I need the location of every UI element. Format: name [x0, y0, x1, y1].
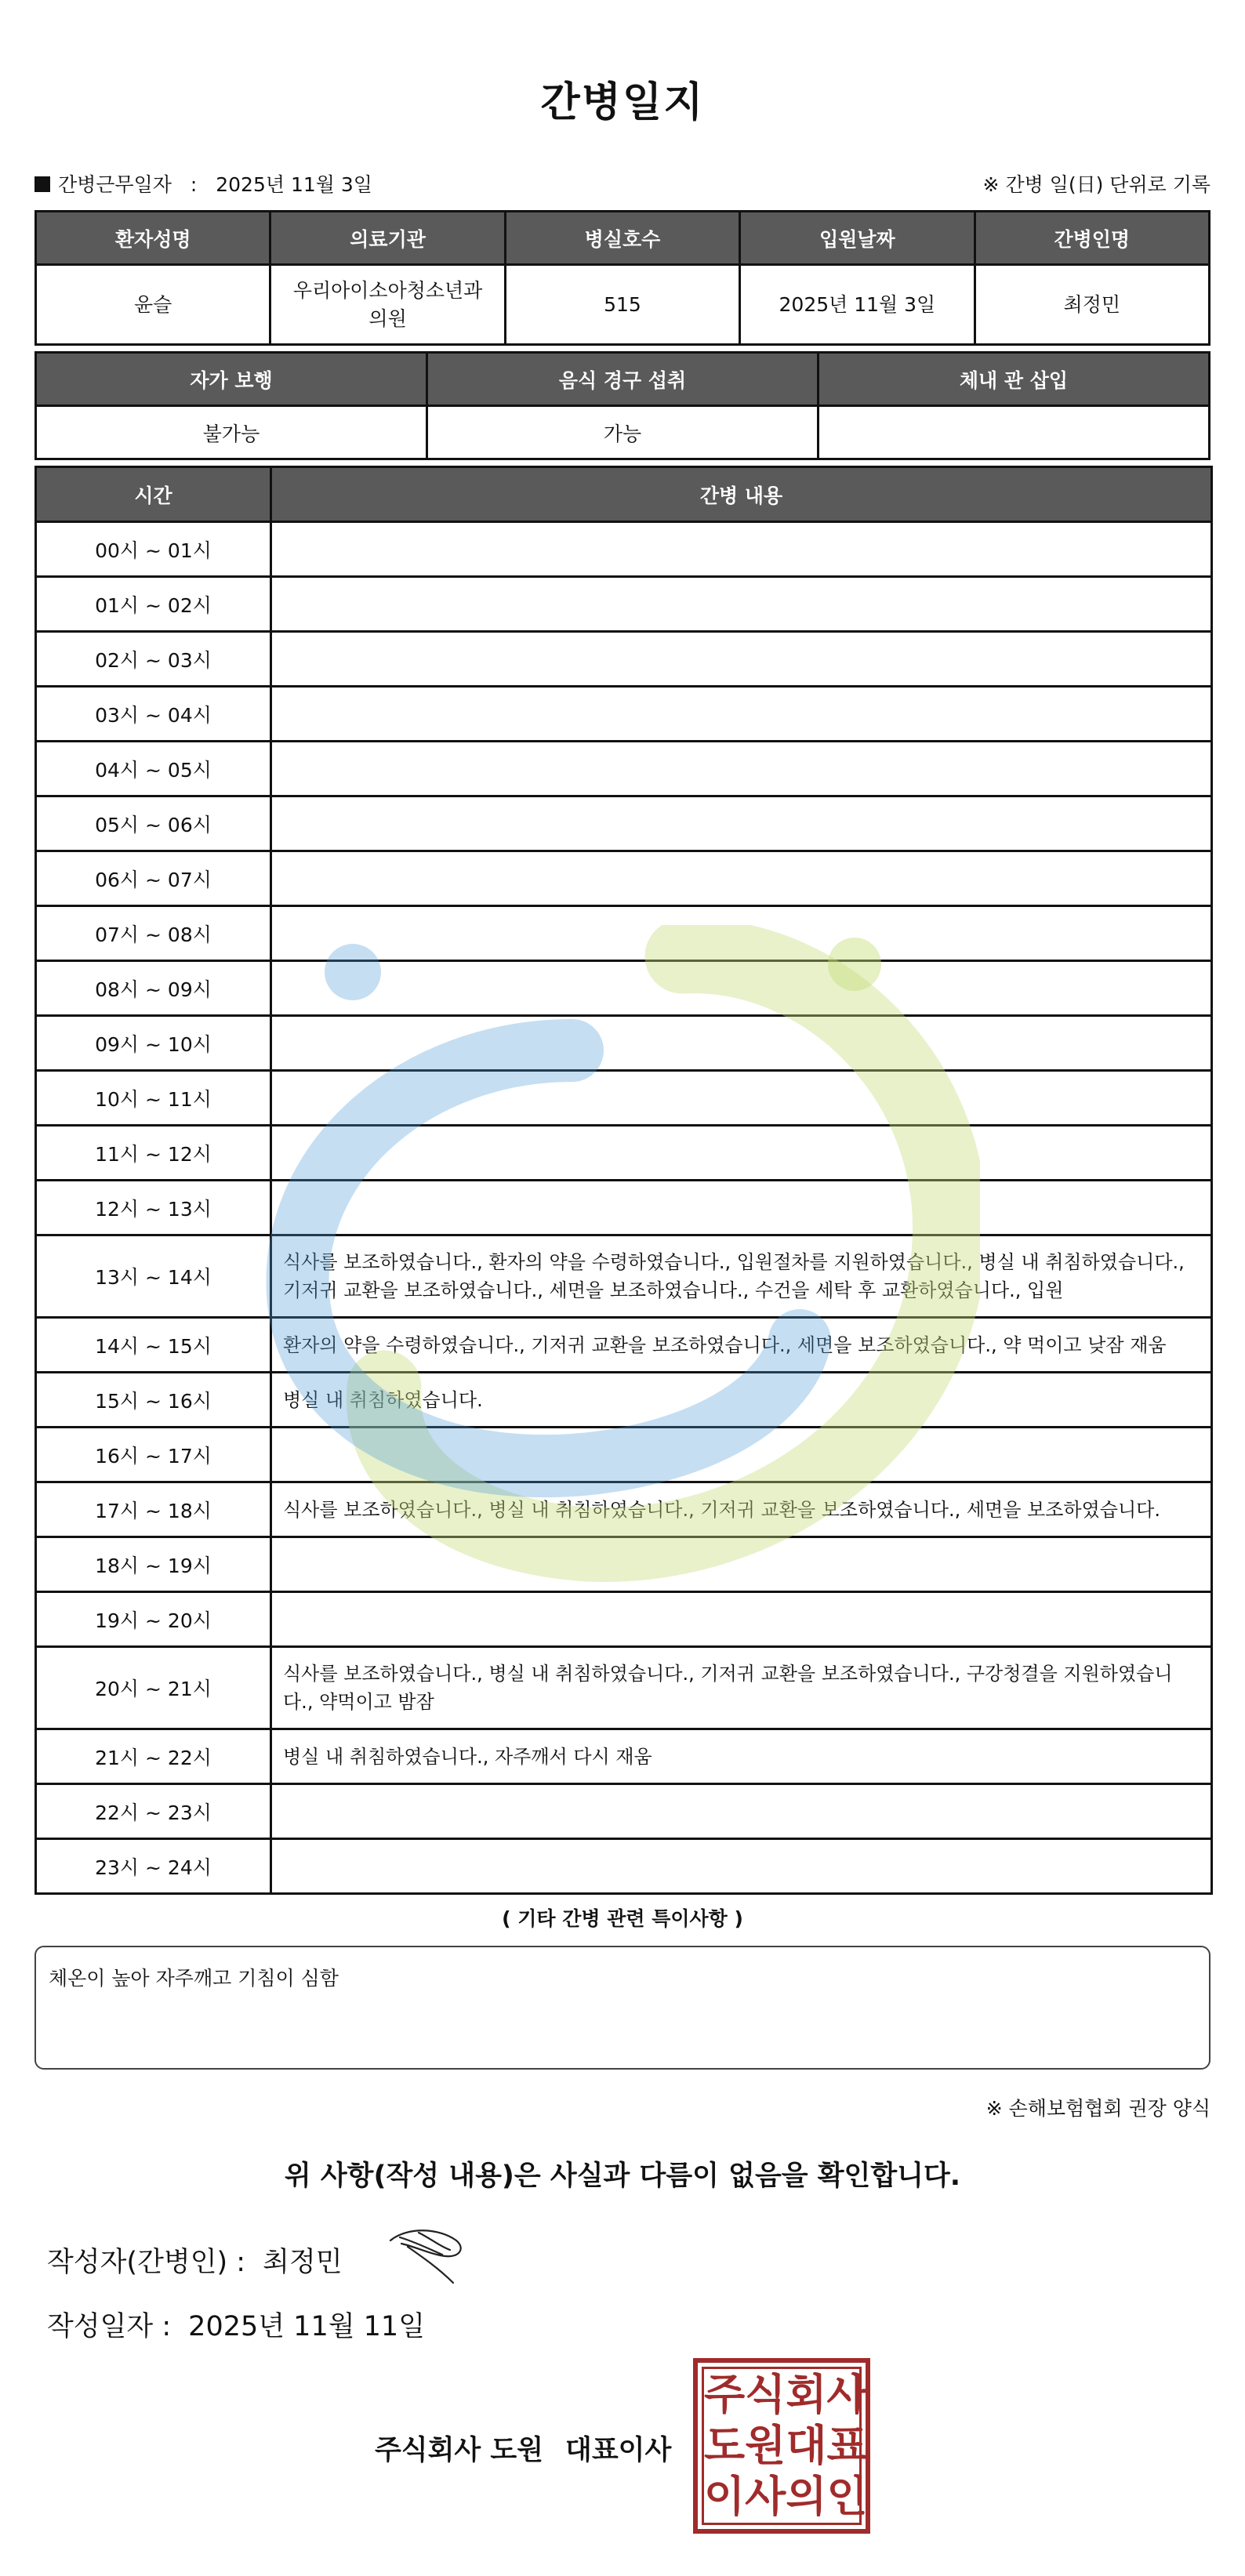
log-row — [36, 632, 1212, 687]
log-content — [271, 1016, 1212, 1071]
log-row — [36, 1839, 1212, 1894]
admission-date: 2025년 11월 3일 — [740, 265, 975, 345]
log-time: 12시 ~ 13시 — [36, 1181, 271, 1235]
work-date — [34, 169, 372, 198]
log-content: 식사를 보조하였습니다., 환자의 약을 수령하였습니다., 입원절차를 지원하였습니다., 병실 내 취침하였습니다., 기저귀 교환을 보조하였습니다., 세면을 보조하였습니다., 수건을 세탁 후 교환하였습니다., 입원 — [271, 1235, 1212, 1318]
log-time: 13시 ~ 14시 — [36, 1235, 271, 1318]
log-time: 10시 ~ 11시 — [36, 1071, 271, 1126]
time-column-header: 시간 — [36, 467, 271, 522]
log-row — [36, 1592, 1212, 1647]
log-row — [36, 1537, 1212, 1592]
square-bullet-icon — [34, 176, 50, 192]
info-header: 병실호수 — [505, 212, 739, 265]
log-row — [36, 1729, 1212, 1784]
log-content — [271, 1071, 1212, 1126]
log-time: 20시 ~ 21시 — [36, 1647, 271, 1729]
caregiver-name: 최정민 — [975, 265, 1209, 345]
seal-char: 사 — [826, 2369, 868, 2419]
work-date-value: 2025년 11월 3일 — [216, 173, 372, 196]
representative-title: 대표이사 — [565, 2435, 672, 2466]
log-content — [271, 1784, 1212, 1839]
company-name: 주식회사 도원 — [375, 2435, 544, 2466]
status-header: 자가 보행 — [36, 353, 427, 406]
log-time: 07시 ~ 08시 — [36, 906, 271, 961]
log-time: 08시 ~ 09시 — [36, 961, 271, 1016]
room-number: 515 — [505, 265, 739, 345]
handwritten-signature — [384, 2223, 470, 2288]
self-walking-value: 불가능 — [36, 406, 427, 459]
patient-info-table — [34, 210, 1211, 346]
company-seal — [693, 2358, 870, 2534]
log-row — [36, 906, 1212, 961]
log-content: 환자의 약을 수령하였습니다., 기저귀 교환을 보조하였습니다., 세면을 보조하였습니다., 약 먹이고 낮잠 재움 — [271, 1318, 1212, 1373]
log-row — [36, 851, 1212, 906]
log-row — [36, 687, 1212, 742]
log-row — [36, 1016, 1212, 1071]
log-content — [271, 577, 1212, 632]
work-date-sep: : — [190, 173, 198, 196]
log-row — [36, 1126, 1212, 1181]
writer-label: 작성자(간병인) : — [47, 2247, 246, 2278]
log-content — [271, 742, 1212, 796]
log-content — [271, 1428, 1212, 1482]
seal-char: 대 — [786, 2420, 827, 2470]
patient-name: 윤슬 — [36, 265, 270, 345]
log-time: 18시 ~ 19시 — [36, 1537, 271, 1592]
log-time: 06시 ~ 07시 — [36, 851, 271, 906]
info-header: 의료기관 — [270, 212, 505, 265]
info-header: 입원날짜 — [740, 212, 975, 265]
writer-name: 최정민 — [263, 2247, 343, 2278]
hospital-name: 우리아이소아청소년과의원 — [270, 265, 505, 345]
date-line — [47, 2305, 425, 2344]
log-content — [271, 1592, 1212, 1647]
info-header: 환자성명 — [36, 212, 270, 265]
form-note: ※ 손해보험협회 권장 양식 — [985, 2097, 1211, 2120]
log-time: 05시 ~ 06시 — [36, 796, 271, 851]
seal-char: 인 — [826, 2472, 868, 2522]
oral-intake-value: 가능 — [427, 406, 819, 459]
log-time: 23시 ~ 24시 — [36, 1839, 271, 1894]
log-row — [36, 1482, 1212, 1537]
log-row — [36, 742, 1212, 796]
record-note: ※ 간병 일(日) 단위로 기록 — [982, 173, 1211, 196]
special-notes-text: 체온이 높아 자주깨고 기침이 심함 — [49, 1967, 339, 1990]
log-content — [271, 906, 1212, 961]
seal-grid — [702, 2367, 868, 2525]
confirmation-statement: 위 사항(작성 내용)은 사실과 다름이 없음을 확인합니다. — [284, 2161, 961, 2192]
log-content: 식사를 보조하였습니다., 병실 내 취침하였습니다., 기저귀 교환을 보조하였습니다., 구강청결을 지원하였습니다., 약먹이고 밤잠 — [271, 1647, 1212, 1729]
care-log-table — [34, 466, 1213, 1895]
date-value: 2025년 11월 11일 — [188, 2311, 425, 2342]
tube-insertion-value — [819, 406, 1210, 459]
log-content — [271, 961, 1212, 1016]
log-row — [36, 522, 1212, 577]
status-header: 체내 관 삽입 — [819, 353, 1210, 406]
log-content — [271, 1181, 1212, 1235]
log-content: 병실 내 취침하였습니다., 자주깨서 다시 재움 — [271, 1729, 1212, 1784]
company-line — [375, 2429, 671, 2468]
log-time: 03시 ~ 04시 — [36, 687, 271, 742]
seal-char: 표 — [826, 2420, 868, 2470]
log-row — [36, 1373, 1212, 1428]
log-content: 병실 내 취침하였습니다. — [271, 1373, 1212, 1428]
seal-char: 주 — [704, 2369, 746, 2419]
seal-char: 식 — [745, 2369, 786, 2419]
info-header: 간병인명 — [975, 212, 1209, 265]
log-row — [36, 1318, 1212, 1373]
log-row — [36, 1428, 1212, 1482]
patient-status-table — [34, 351, 1211, 460]
log-time: 15시 ~ 16시 — [36, 1373, 271, 1428]
log-time: 17시 ~ 18시 — [36, 1482, 271, 1537]
status-header: 음식 경구 섭취 — [427, 353, 819, 406]
log-time: 01시 ~ 02시 — [36, 577, 271, 632]
log-content — [271, 687, 1212, 742]
log-row — [36, 1235, 1212, 1318]
special-notes-title: ( 기타 간병 관련 특이사항 ) — [502, 1907, 743, 1930]
log-content — [271, 522, 1212, 577]
log-time: 04시 ~ 05시 — [36, 742, 271, 796]
writer-line — [47, 2240, 343, 2280]
log-content: 식사를 보조하였습니다., 병실 내 취침하였습니다., 기저귀 교환을 보조하였습니다., 세면을 보조하였습니다. — [271, 1482, 1212, 1537]
log-time: 14시 ~ 15시 — [36, 1318, 271, 1373]
meta-row — [34, 169, 1211, 201]
log-row — [36, 1181, 1212, 1235]
log-time: 21시 ~ 22시 — [36, 1729, 271, 1784]
log-row — [36, 577, 1212, 632]
log-time: 11시 ~ 12시 — [36, 1126, 271, 1181]
log-time: 00시 ~ 01시 — [36, 522, 271, 577]
log-row — [36, 796, 1212, 851]
log-row — [36, 1071, 1212, 1126]
seal-char: 원 — [745, 2420, 786, 2470]
date-label: 작성일자 : — [47, 2311, 172, 2342]
log-content — [271, 851, 1212, 906]
seal-char: 의 — [786, 2472, 827, 2522]
log-time: 09시 ~ 10시 — [36, 1016, 271, 1071]
log-content — [271, 1839, 1212, 1894]
seal-char: 회 — [786, 2369, 827, 2419]
special-notes-box — [34, 1946, 1211, 2070]
work-date-label: 간병근무일자 — [58, 173, 172, 196]
log-time: 02시 ~ 03시 — [36, 632, 271, 687]
log-row — [36, 1647, 1212, 1729]
log-content — [271, 632, 1212, 687]
seal-char: 이 — [704, 2472, 746, 2522]
log-content — [271, 796, 1212, 851]
log-content — [271, 1537, 1212, 1592]
log-time: 22시 ~ 23시 — [36, 1784, 271, 1839]
seal-char: 도 — [704, 2420, 746, 2470]
log-time: 16시 ~ 17시 — [36, 1428, 271, 1482]
page-title: 간병일지 — [540, 79, 705, 126]
log-content — [271, 1126, 1212, 1181]
seal-char: 사 — [745, 2472, 786, 2522]
log-row — [36, 961, 1212, 1016]
content-column-header: 간병 내용 — [271, 467, 1212, 522]
log-time: 19시 ~ 20시 — [36, 1592, 271, 1647]
log-row — [36, 1784, 1212, 1839]
